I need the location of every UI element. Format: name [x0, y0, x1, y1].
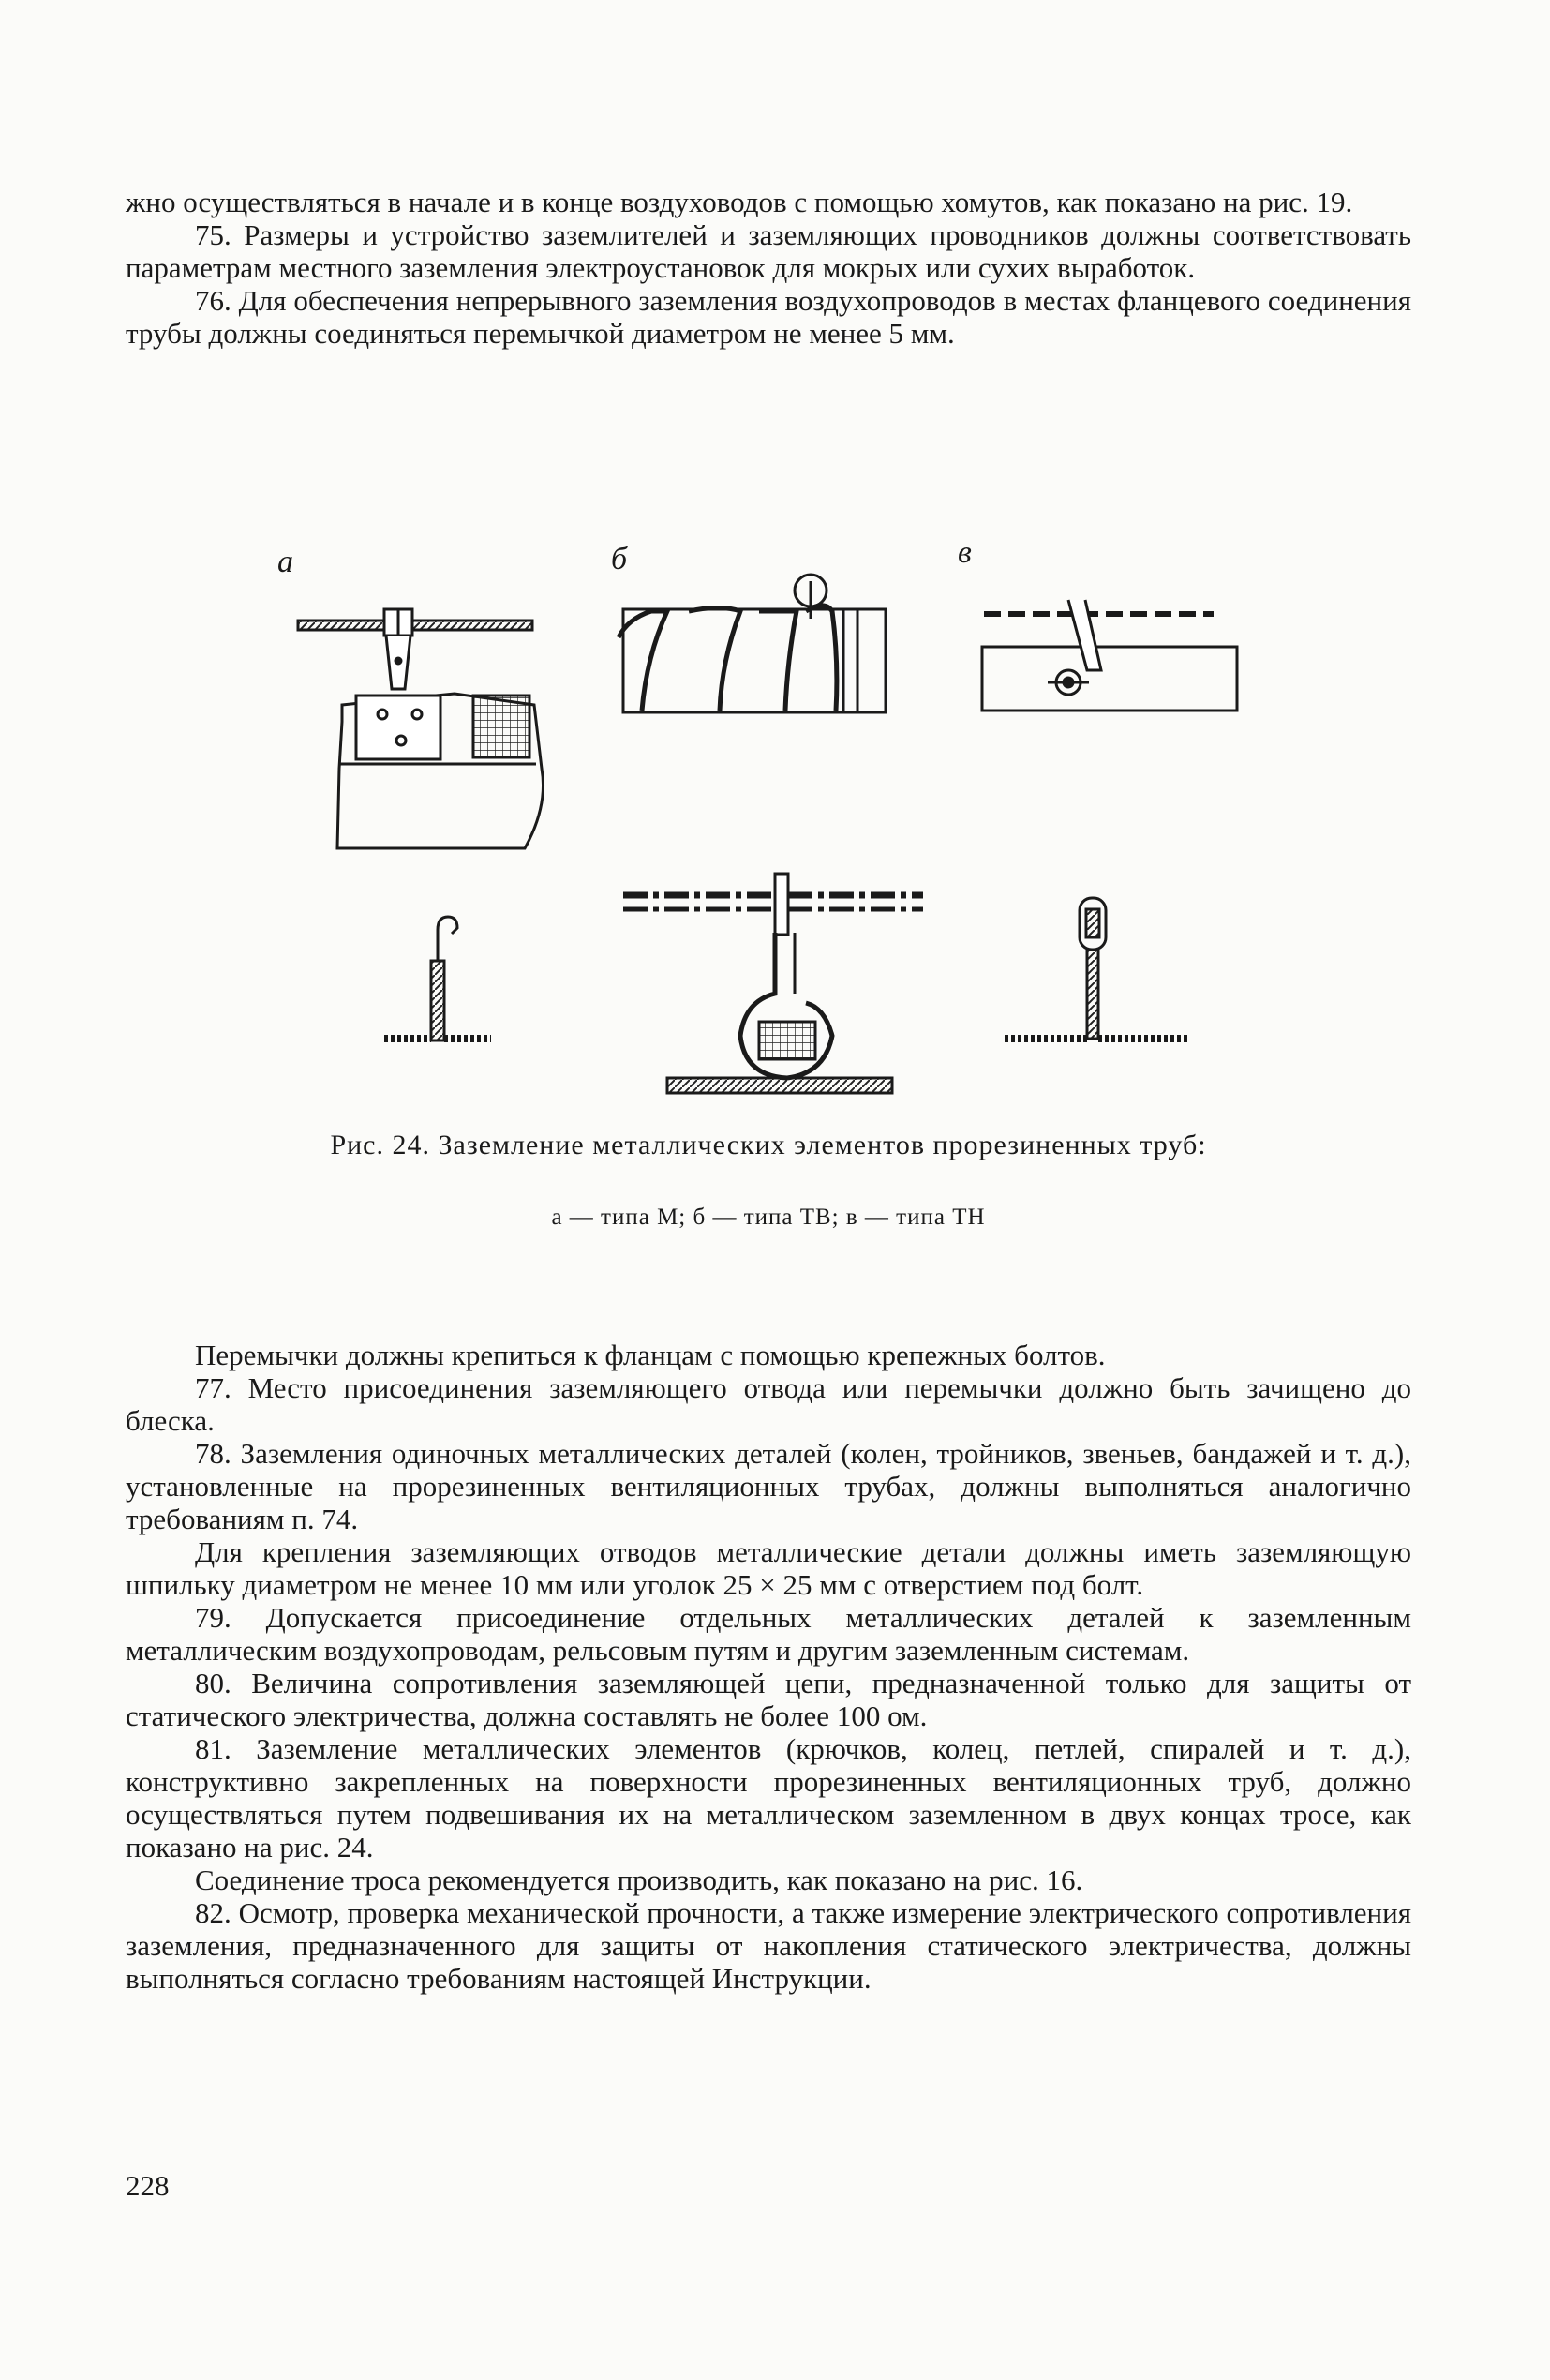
figure-label-a: а [277, 545, 293, 579]
paragraph-80: 80. Величина сопротивления заземляющей цепи, предназначенной только для защиты от статического электричества, должна составлять не более 100 ом. [126, 1667, 1411, 1732]
paragraph-81: 81. Заземление металлических элементов (крючков, колец, петлей, спиралей и т. д.), конструктивно закрепленных на поверхности прорезиненных вентиляционных труб, должно осуществляться путем подвешивания их на металлическом заземленном в двух концах тросе, как показано на рис. 24. [126, 1732, 1411, 1864]
figure-caption: Рис. 24. Заземление металлических элементов прорезиненных труб: [330, 1130, 1207, 1160]
figure-label-b: б [611, 542, 628, 576]
page-number: 228 [126, 2169, 170, 2202]
drawing-b-top [619, 575, 886, 712]
figure-legend: а — типа М; б — типа ТВ; в — типа ТН [551, 1205, 986, 1230]
drawing-a-side [384, 917, 491, 1040]
paragraph-continuation: жно осуществляться в начале и в конце воздуховодов с помощью хомутов, как показано на рис. 19. [126, 186, 1353, 218]
paragraph-stud: Для крепления заземляющих отводов металлические детали должны иметь заземляющую шпильку диаметром не менее 10 мм или уголок 25 × 25 мм с отверстием под болт. [126, 1535, 1411, 1601]
paragraph-cable: Соединение троса рекомендуется производить, как показано на рис. 16. [195, 1864, 1083, 1896]
top-text [126, 186, 1411, 350]
paragraph-82: 82. Осмотр, проверка механической прочности, а также измерение электрического сопротивления заземления, предназначенного для защиты от накопления статического электричества, должны выполняться согласно требованиям настоящей Инструкции. [126, 1896, 1411, 1995]
paragraph-bolts: Перемычки должны крепиться к фланцам с помощью крепежных болтов. [195, 1339, 1106, 1371]
paragraph-79: 79. Допускается присоединение отдельных металлических деталей к заземленным металлическим воздухопроводам, рельсовым путям и другим заземленным системам. [126, 1601, 1411, 1667]
paragraph-78: 78. Заземления одиночных металлических деталей (колен, тройников, звеньев, бандажей и т. д.), установленные на прорезиненных вентиляционных трубах, должны выполняться аналогично требованиям п. 74. [126, 1437, 1411, 1535]
figure-label-v: в [958, 535, 972, 570]
drawing-a-top [298, 609, 544, 848]
bottom-text [126, 1339, 1411, 1995]
paragraph-75: 75. Размеры и устройство заземлителей и заземляющих проводников должны соответствовать параметрам местного заземления электроустановок для мокрых или сухих выработок. [126, 218, 1411, 284]
drawing-b-side [623, 874, 923, 1093]
paragraph-76: 76. Для обеспечения непрерывного заземления воздухопроводов в местах фланцевого соединения трубы должны соединяться перемычкой диаметром не менее 5 мм. [126, 284, 1411, 350]
drawing-v-top [982, 600, 1237, 711]
paragraph-77: 77. Место присоединения заземляющего отвода или перемычки должно быть зачищено до блеска. [126, 1371, 1411, 1437]
figure-24-drawing [0, 525, 1550, 1106]
drawing-v-side [1005, 898, 1188, 1039]
